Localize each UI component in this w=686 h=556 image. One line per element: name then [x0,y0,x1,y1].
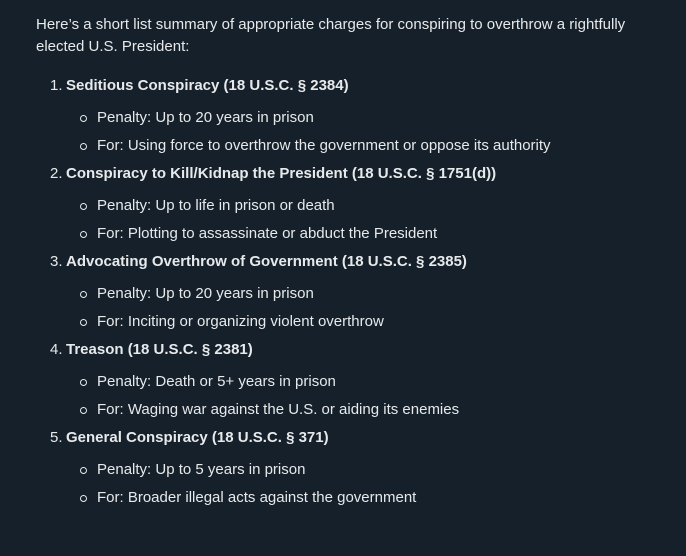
charge-title: Treason (18 U.S.C. § 2381) [66,341,253,358]
intro-text: Here’s a short list summary of appropriate charges for conspiring to overthrow a rightfully elected U.S. President: [36,16,626,55]
penalty-text: Penalty: Up to 5 years in prison [97,461,306,478]
hollow-bullet-icon [80,495,87,502]
charge-heading [50,339,666,361]
penalty-item [36,283,666,305]
charge-title: Seditious Conspiracy (18 U.S.C. § 2384) [66,77,349,94]
hollow-bullet-icon [80,407,87,414]
hollow-bullet-icon [80,143,87,150]
charge-heading [50,163,666,185]
charges-list [36,75,666,509]
penalty-item [36,459,666,481]
purpose-text: For: Waging war against the U.S. or aiding its enemies [97,401,460,418]
hollow-bullet-icon [80,467,87,474]
charge-heading [50,251,666,273]
charge-item [36,163,666,245]
hollow-bullet-icon [80,319,87,326]
charge-number: 5. [50,429,63,446]
hollow-bullet-icon [80,291,87,298]
charge-item [36,251,666,333]
charge-number: 4. [50,341,63,358]
charge-number: 2. [50,165,63,182]
charge-heading [50,427,666,449]
charge-details [36,107,666,157]
charge-title: General Conspiracy (18 U.S.C. § 371) [66,429,329,446]
purpose-text: For: Plotting to assassinate or abduct the President [97,225,438,242]
purpose-item [36,399,666,421]
penalty-item [36,371,666,393]
penalty-text: Penalty: Up to 20 years in prison [97,285,314,302]
charge-heading [50,75,666,97]
charge-details [36,371,666,421]
hollow-bullet-icon [80,203,87,210]
purpose-item [36,487,666,509]
penalty-text: Penalty: Up to 20 years in prison [97,109,314,126]
charge-item [36,75,666,157]
purpose-text: For: Broader illegal acts against the government [97,489,417,506]
charge-number: 3. [50,253,63,270]
charge-item [36,427,666,509]
penalty-text: Penalty: Up to life in prison or death [97,197,335,214]
charge-details [36,195,666,245]
purpose-item [36,311,666,333]
penalty-item [36,107,666,129]
purpose-text: For: Inciting or organizing violent overthrow [97,313,384,330]
penalty-item [36,195,666,217]
hollow-bullet-icon [80,115,87,122]
hollow-bullet-icon [80,379,87,386]
penalty-text: Penalty: Death or 5+ years in prison [97,373,336,390]
charge-number: 1. [50,77,63,94]
charge-title: Conspiracy to Kill/Kidnap the President (18 U.S.C. § 1751(d)) [66,165,497,182]
purpose-text: For: Using force to overthrow the government or oppose its authority [97,137,551,154]
charge-details [36,283,666,333]
charge-title: Advocating Overthrow of Government (18 U.S.C. § 2385) [66,253,467,270]
hollow-bullet-icon [80,231,87,238]
charge-item [36,339,666,421]
charge-details [36,459,666,509]
purpose-item [36,223,666,245]
purpose-item [36,135,666,157]
